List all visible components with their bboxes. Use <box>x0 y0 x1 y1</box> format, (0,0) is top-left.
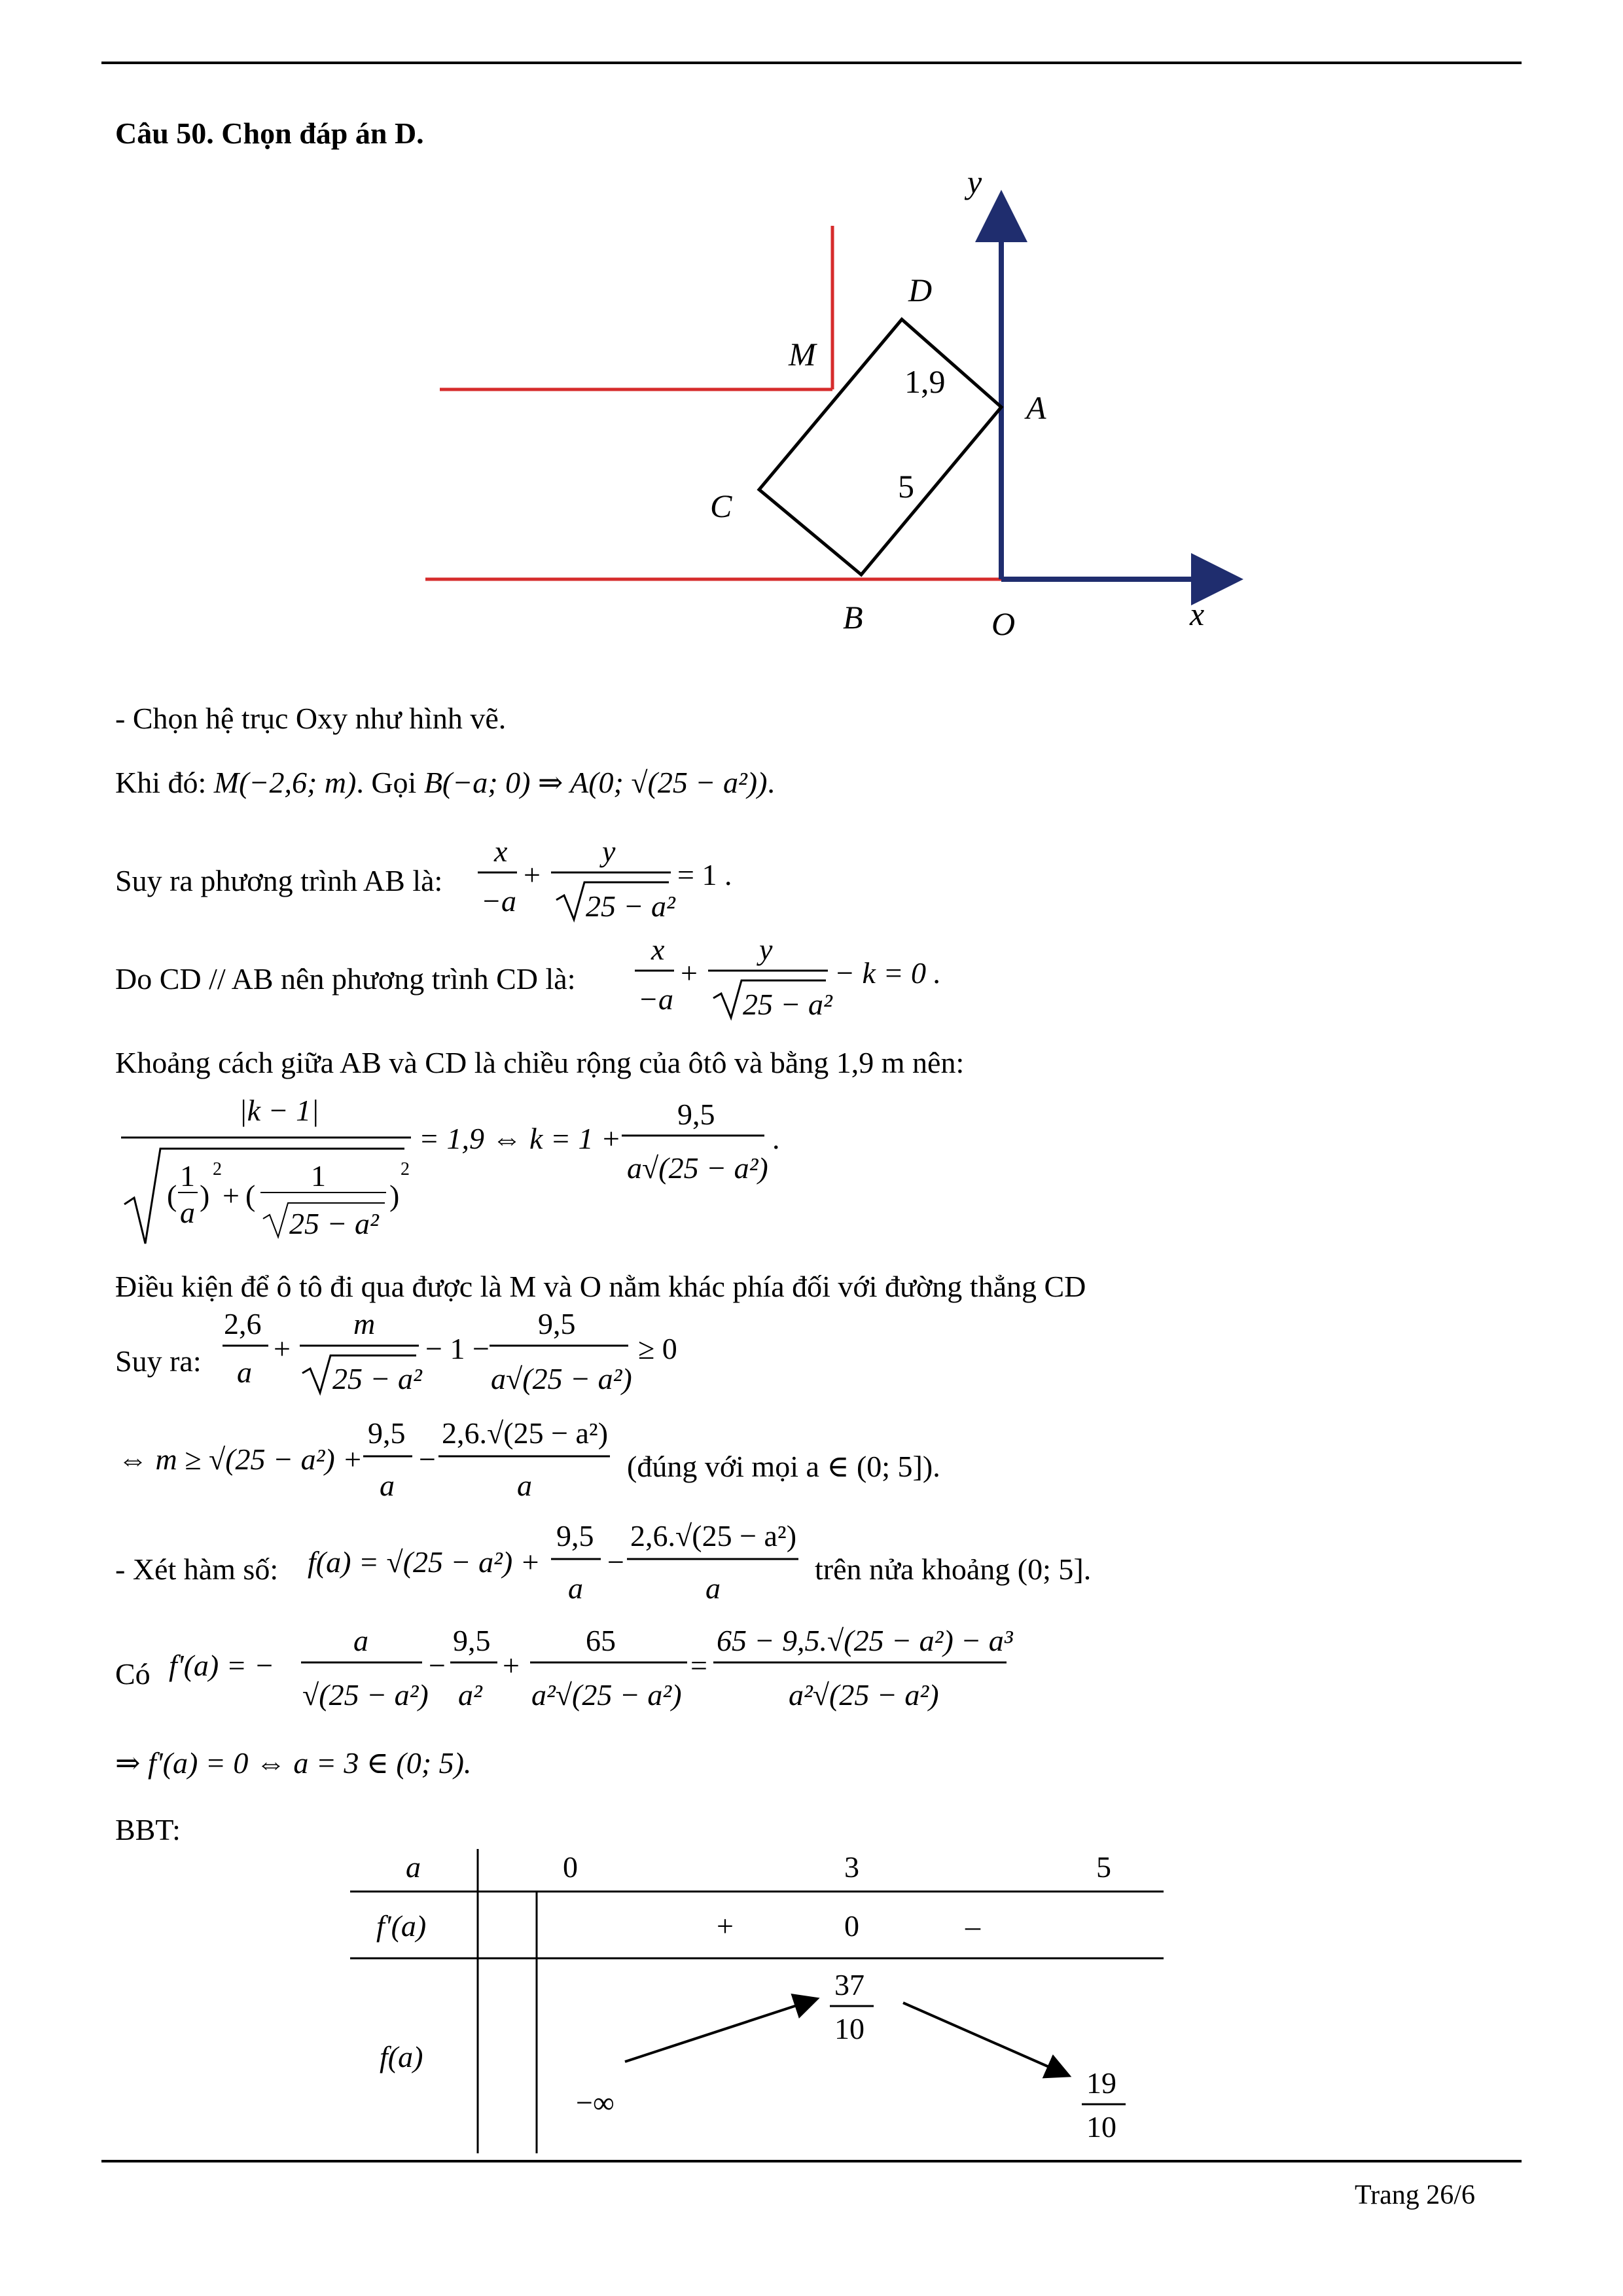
label-length: 5 <box>898 468 914 505</box>
label-C: C <box>710 488 732 524</box>
svg-text:≥ 0: ≥ 0 <box>638 1332 677 1365</box>
svg-text:9,5: 9,5 <box>556 1519 594 1552</box>
solution-line-4: Do CD // AB nên phương trình CD là: <box>115 962 576 996</box>
bbt-sign-zero: 0 <box>844 1909 859 1943</box>
svg-text:a: a <box>380 1469 395 1502</box>
svg-text:a²√(25 − a²): a²√(25 − a²) <box>531 1678 682 1712</box>
solution-line-5: Khoảng cách giữa AB và CD là chiều rộng của ôtô và bằng 1,9 m nên: <box>115 1046 965 1079</box>
svg-text:a: a <box>568 1571 583 1605</box>
svg-text:+: + <box>524 858 541 891</box>
svg-text:f(a) = √(25 − a²) +: f(a) = √(25 − a²) + <box>308 1545 541 1579</box>
svg-text:=: = <box>690 1649 707 1682</box>
solution-line-1: - Chọn hệ trục Oxy như hình vẽ. <box>115 702 507 735</box>
label-M: M <box>789 336 816 372</box>
point-B-A: B(−a; 0) ⇒ A(0; √(25 − a²)) <box>423 766 768 799</box>
svg-text:a²: a² <box>458 1678 482 1712</box>
bbt-arrow-down <box>903 2003 1067 2075</box>
svg-text:2,6.√(25 − a²): 2,6.√(25 − a²) <box>630 1519 797 1552</box>
svg-text:2: 2 <box>401 1159 410 1179</box>
solution-line-2: Khi đó: M(−2,6; m). Gọi B(−a; 0) ⇒ A(0; √(25 − a²)). <box>115 766 775 799</box>
svg-text:a: a <box>517 1469 532 1502</box>
svg-text:25 − a²: 25 − a² <box>743 988 832 1021</box>
line2-prefix: Khi đó: <box>115 766 214 799</box>
bbt-max-num: 37 <box>834 1968 865 2001</box>
label-y: y <box>967 164 982 200</box>
solution-line-10-prefix: Có <box>115 1657 151 1691</box>
svg-text:x: x <box>651 933 665 966</box>
svg-text:2,6: 2,6 <box>224 1307 262 1340</box>
svg-text:= 1 .: = 1 . <box>677 858 732 891</box>
question-title: Câu 50. Chọn đáp án D. <box>115 117 424 150</box>
svg-text:2: 2 <box>213 1159 222 1179</box>
svg-text:+: + <box>681 956 698 990</box>
bbt-row2-label: f(a) <box>380 2040 423 2073</box>
svg-text:f'(a) = −: f'(a) = − <box>169 1649 275 1682</box>
label-O: O <box>991 605 1016 642</box>
solution-line-8: (đúng với mọi a ∈ (0; 5]). <box>627 1450 940 1483</box>
svg-text:− k = 0 .: − k = 0 . <box>834 956 941 990</box>
svg-text:−: − <box>429 1649 446 1682</box>
bbt-end-den: 10 <box>1086 2110 1116 2144</box>
svg-text:+: + <box>503 1649 520 1682</box>
bbt-arrow-up <box>625 2000 815 2062</box>
label-width: 1,9 <box>904 363 946 400</box>
svg-text:.: . <box>772 1122 780 1155</box>
bbt-row1-label: f'(a) <box>376 1909 427 1943</box>
solution-line-7: Suy ra: <box>115 1344 202 1378</box>
solution-line-9-prefix: - Xét hàm số: <box>115 1552 279 1586</box>
line2-mid: . Gọi <box>356 766 424 799</box>
svg-text:a: a <box>180 1196 195 1229</box>
svg-text:2,6.√(25 − a²): 2,6.√(25 − a²) <box>442 1416 609 1450</box>
bbt-point-0: 0 <box>563 1850 578 1884</box>
solution-line-9-suffix: trên nửa khoảng (0; 5]. <box>815 1552 1092 1586</box>
bbt-header-label: a <box>406 1850 421 1884</box>
svg-text:1: 1 <box>180 1159 195 1193</box>
label-x: x <box>1190 596 1205 632</box>
svg-text:⇔ m ≥ √(25 − a²) +: ⇔ m ≥ √(25 − a²) + <box>118 1443 363 1476</box>
point-M: M(−2,6; m) <box>213 766 357 799</box>
svg-text:a: a <box>237 1355 252 1389</box>
svg-text:|k − 1|: |k − 1| <box>239 1094 319 1127</box>
svg-text:9,5: 9,5 <box>538 1307 576 1340</box>
svg-text:x: x <box>494 834 508 868</box>
svg-text:25 − a²: 25 − a² <box>289 1207 379 1240</box>
svg-text:a√(25 − a²): a√(25 − a²) <box>491 1362 632 1395</box>
svg-text:−: − <box>607 1545 624 1579</box>
svg-text:a²√(25 − a²): a²√(25 − a²) <box>789 1678 939 1712</box>
svg-text:a: a <box>353 1624 368 1657</box>
bbt-max-den: 10 <box>834 2012 865 2045</box>
svg-text:65: 65 <box>586 1624 616 1657</box>
svg-text:+: + <box>223 1179 240 1212</box>
svg-text:65 − 9,5.√(25 − a²) − a³: 65 − 9,5.√(25 − a²) − a³ <box>717 1624 1013 1657</box>
svg-text:9,5: 9,5 <box>677 1098 715 1131</box>
bbt-sign-minus: – <box>965 1909 980 1943</box>
svg-text:− 1 −: − 1 − <box>425 1332 490 1365</box>
bbt-point-2: 5 <box>1096 1850 1111 1884</box>
bbt-start: −∞ <box>576 2086 615 2119</box>
svg-text:25 − a²: 25 − a² <box>586 889 675 923</box>
label-A: A <box>1026 389 1046 426</box>
svg-text:(: ( <box>245 1179 256 1212</box>
label-B: B <box>843 599 863 636</box>
svg-text:): ) <box>389 1179 400 1212</box>
bbt-point-1: 3 <box>844 1850 859 1884</box>
svg-text:y: y <box>602 834 616 868</box>
bbt-sign-plus: + <box>717 1909 734 1943</box>
svg-text:√(25 − a²): √(25 − a²) <box>302 1678 429 1712</box>
page-number: Trang 26/6 <box>1355 2180 1475 2210</box>
svg-text:−a: −a <box>638 982 674 1016</box>
svg-text:(: ( <box>167 1179 177 1212</box>
solution-line-11: ⇒ f'(a) = 0 ⇔ a = 3 ∈ (0; 5). <box>115 1746 472 1780</box>
bbt-end-num: 19 <box>1086 2066 1116 2100</box>
svg-text:9,5: 9,5 <box>453 1624 491 1657</box>
label-D: D <box>908 272 933 308</box>
svg-text:= 1,9 ⇔ k = 1 +: = 1,9 ⇔ k = 1 + <box>419 1122 622 1155</box>
svg-text:−: − <box>419 1443 436 1476</box>
svg-text:a: a <box>705 1571 721 1605</box>
bbt-label: BBT: <box>115 1813 181 1846</box>
svg-text:m: m <box>353 1307 376 1340</box>
svg-text:+: + <box>274 1332 291 1365</box>
solution-line-3: Suy ra phương trình AB là: <box>115 864 443 897</box>
svg-text:9,5: 9,5 <box>368 1416 406 1450</box>
svg-text:1: 1 <box>311 1159 326 1193</box>
bottom-rule <box>101 2160 1522 2162</box>
svg-text:25 − a²: 25 − a² <box>332 1362 422 1395</box>
solution-line-6: Điều kiện để ô tô đi qua được là M và O nằm khác phía đối với đường thẳng CD <box>115 1270 1086 1303</box>
svg-text:): ) <box>200 1179 210 1212</box>
svg-text:y: y <box>759 933 773 966</box>
svg-text:−a: −a <box>481 884 517 918</box>
svg-text:a√(25 − a²): a√(25 − a²) <box>627 1151 768 1185</box>
